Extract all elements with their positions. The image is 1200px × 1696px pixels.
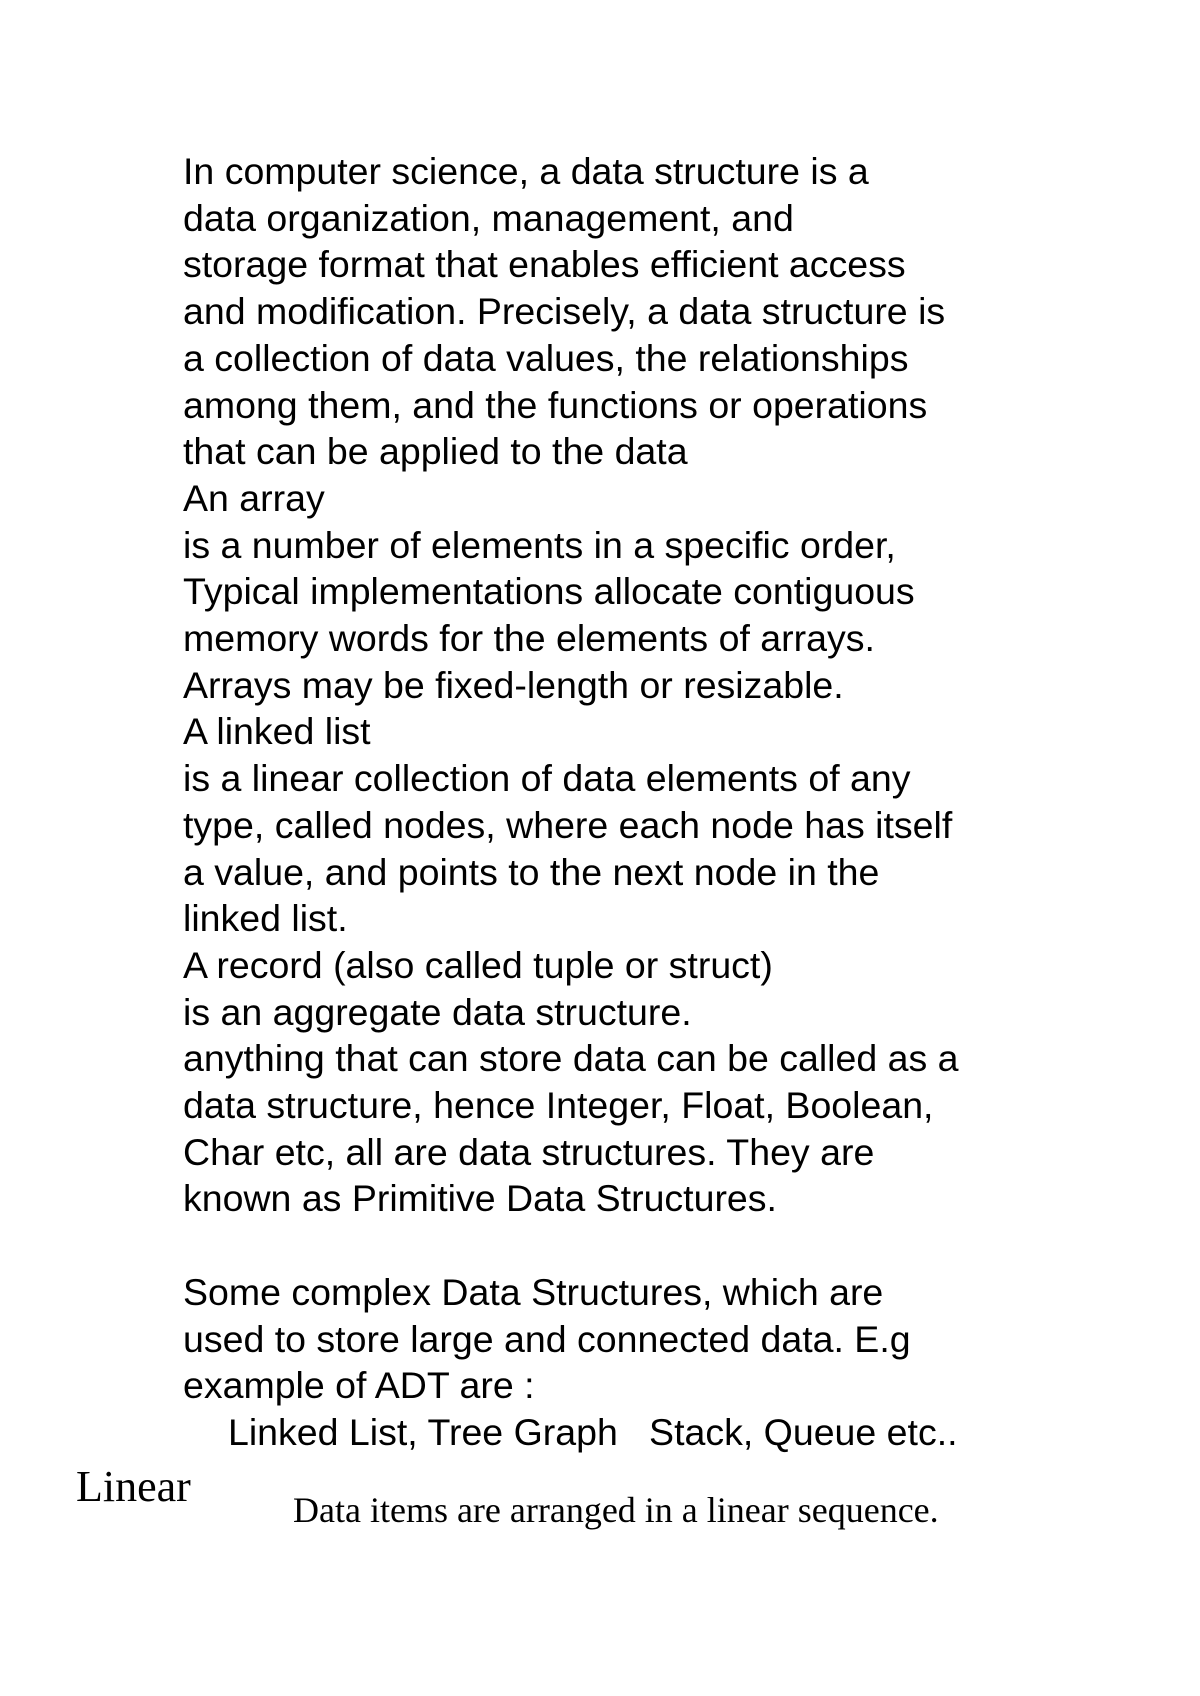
section-heading-record: A record (also called tuple or struct) xyxy=(183,943,773,986)
definition-term: Linear xyxy=(76,1462,191,1511)
section-heading-array: An array xyxy=(183,476,325,519)
paragraph-line: data organization, management, and xyxy=(183,196,794,239)
paragraph-line: used to store large and connected data. E.g xyxy=(183,1317,911,1360)
document-body xyxy=(183,148,1083,1456)
adt-examples-line: Linked List, Tree Graph Stack, Queue etc.. xyxy=(228,1410,958,1453)
section-heading-linked-list: A linked list xyxy=(183,710,371,753)
paragraph-line: In computer science, a data structure is a xyxy=(183,150,869,192)
paragraph-line: known as Primitive Data Structures. xyxy=(183,1177,777,1220)
paragraph-line: that can be applied to the data xyxy=(183,430,688,473)
paragraph-line: Arrays may be fixed-length or resizable. xyxy=(183,663,844,706)
paragraph-line: example of ADT are : xyxy=(183,1364,535,1407)
paragraph-line: among them, and the functions or operations xyxy=(183,383,928,426)
paragraph-line: anything that can store data can be called as a xyxy=(183,1037,959,1080)
paragraph-line: Typical implementations allocate contiguous xyxy=(183,570,915,613)
paragraph-line: data structure, hence Integer, Float, Boolean, xyxy=(183,1084,934,1127)
paragraph-line: is an aggregate data structure. xyxy=(183,990,692,1033)
paragraph-line: is a number of elements in a specific order, xyxy=(183,523,896,566)
paragraph-line: linked list. xyxy=(183,897,348,940)
paragraph-line: storage format that enables efficient access xyxy=(183,243,906,286)
blank-line xyxy=(183,1222,1083,1269)
paragraph-line: memory words for the elements of arrays. xyxy=(183,617,875,660)
definition-description: Data items are arranged in a linear sequence. xyxy=(293,1490,939,1530)
paragraph-line: a value, and points to the next node in the xyxy=(183,850,880,893)
paragraph-line: a collection of data values, the relationships xyxy=(183,336,909,379)
paragraph-line: and modification. Precisely, a data structure is xyxy=(183,290,946,333)
paragraph-line: Char etc, all are data structures. They are xyxy=(183,1130,875,1173)
paragraph-line: type, called nodes, where each node has itself xyxy=(183,803,953,846)
paragraph-line: Some complex Data Structures, which are xyxy=(183,1270,884,1313)
paragraph-line: is a linear collection of data elements of any xyxy=(183,757,911,800)
